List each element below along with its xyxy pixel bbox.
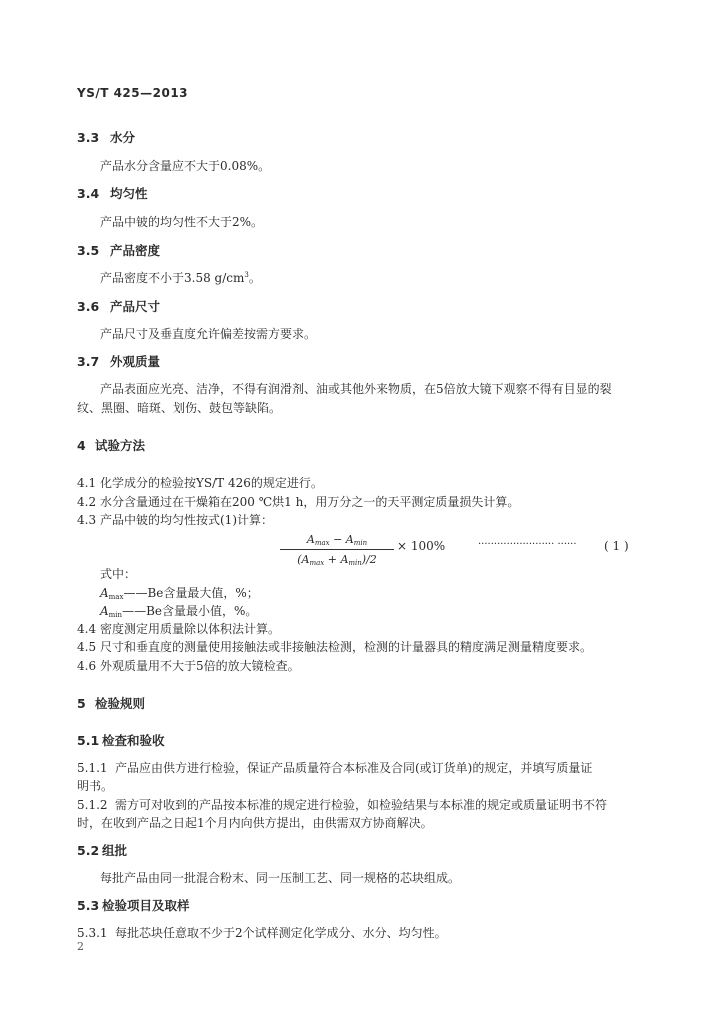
- var-subscript: max: [108, 593, 124, 601]
- section-title: 产品尺寸: [110, 299, 161, 314]
- clause-text: 需方可对收到的产品按本标准的规定进行检验，如检验结果与本标准的规定或质量证明书不符: [115, 798, 608, 812]
- formula-operator: − A: [329, 533, 354, 546]
- chapter-number: 4: [77, 438, 86, 453]
- var-symbol: A: [100, 604, 109, 618]
- formula-numerator: [280, 532, 394, 548]
- formula-subscript: min: [348, 559, 362, 567]
- section-3-4-text: 产品中铍的均匀性不大于2%。: [100, 215, 264, 229]
- section-3-5-heading: [77, 241, 160, 259]
- section-title: 组批: [102, 843, 128, 858]
- clause-5-1-1-line1: [77, 759, 592, 776]
- var-description: ——Be含量最大值，%；: [123, 586, 259, 600]
- chapter-number: 5: [77, 696, 86, 711]
- clause-4-5: [77, 638, 592, 655]
- fraction-bar: [280, 549, 394, 550]
- clause-text: 外观质量用不大于5倍的放大镜检查。: [100, 659, 300, 673]
- clause-text: 产品应由供方进行检验，保证产品质量符合本标准及合同(或订货单)的规定，并填写质量证: [115, 761, 593, 775]
- clause-4-6: [77, 657, 300, 674]
- formula-symbol: )/2: [361, 553, 377, 566]
- clause-number: 5.1.2: [77, 798, 108, 812]
- clause-text: 尺寸和垂直度的测量使用接触法或非接触法检测，检测的计量器具的精度满足测量精度要求。: [100, 640, 593, 654]
- formula-subscript: min: [353, 539, 368, 547]
- var-subscript: min: [108, 611, 123, 619]
- density-text-end: 。: [248, 271, 261, 285]
- section-5-3-heading: [77, 896, 190, 914]
- section-title: 均匀性: [110, 186, 148, 201]
- var-symbol: A: [100, 586, 109, 600]
- clause-number: 4.1: [77, 476, 97, 490]
- section-number: 3.7: [77, 354, 100, 369]
- formula-leader-dots: ························ ······: [478, 539, 577, 550]
- clause-5-1-1-line2: 明书。: [77, 779, 114, 793]
- superscript: 3: [244, 271, 249, 279]
- clause-5-1-2-line2: 时，在收到产品之日起1个月内向供方提出，由供需双方协商解决。: [77, 816, 433, 830]
- clause-4-1: [77, 474, 323, 491]
- section-3-6-text: 产品尺寸及垂直度允许偏差按需方要求。: [100, 327, 317, 341]
- section-title: 水分: [110, 130, 136, 145]
- section-title: 检查和验收: [102, 733, 165, 748]
- section-3-3-text: 产品水分含量应不大于0.08%。: [100, 159, 271, 173]
- formula-number: ( 1 ): [604, 539, 629, 553]
- clause-5-3-1: [77, 924, 447, 941]
- section-number: 3.5: [77, 243, 100, 258]
- formula-symbol: A: [306, 533, 315, 546]
- formula-multiplier: × 100%: [397, 539, 446, 553]
- clause-text: 每批芯块任意取不少于2个试样测定化学成分、水分、均匀性。: [115, 926, 447, 940]
- section-number: 3.6: [77, 299, 100, 314]
- formula-subscript: max: [309, 559, 325, 567]
- clause-number: 4.4: [77, 622, 97, 636]
- chapter-title: 检验规则: [95, 696, 146, 711]
- section-3-3-heading: [77, 128, 135, 146]
- clause-text: 密度测定用质量除以体积法计算。: [100, 622, 281, 636]
- formula-where: 式中：: [100, 567, 137, 581]
- formula-subscript: max: [314, 539, 330, 547]
- section-number: 5.3: [77, 898, 100, 913]
- standard-header: YS/T 425—2013: [77, 86, 189, 100]
- clause-text: 产品中铍的均匀性按式(1)计算：: [100, 513, 273, 527]
- formula-symbol: (A: [297, 553, 310, 566]
- uniformity-formula-fraction: [280, 532, 394, 568]
- section-title: 检验项目及取样: [102, 898, 190, 913]
- section-3-4-heading: [77, 184, 148, 202]
- clause-text: 水分含量通过在干燥箱在200 ℃烘1 h，用万分之一的天平测定质量损失计算。: [100, 495, 520, 509]
- section-3-6-heading: [77, 297, 160, 315]
- clause-4-2: [77, 493, 519, 510]
- clause-5-1-2-line1: [77, 796, 607, 813]
- section-number: 3.4: [77, 186, 100, 201]
- density-text: 产品密度不小于3.58 g/cm: [100, 271, 245, 285]
- clause-number: 4.6: [77, 659, 97, 673]
- section-3-5-text: [100, 269, 261, 286]
- clause-text: 化学成分的检验按YS/T 426的规定进行。: [100, 476, 323, 490]
- formula-var-amin: [100, 602, 257, 619]
- var-description: ——Be含量最小值，%。: [122, 604, 258, 618]
- section-3-7-line1: 产品表面应光亮、洁净，不得有润滑剂、油或其他外来物质，在5倍放大镜下观察不得有目显的裂: [100, 382, 612, 396]
- clause-number: 4.3: [77, 513, 97, 527]
- section-title: 外观质量: [110, 354, 161, 369]
- section-5-2-text: 每批产品由同一批混合粉末、同一压制工艺、同一规格的芯块组成。: [100, 871, 461, 885]
- clause-number: 4.2: [77, 495, 97, 509]
- section-3-7-heading: [77, 352, 160, 370]
- clause-4-4: [77, 620, 280, 637]
- section-5-2-heading: [77, 841, 127, 859]
- formula-operator: + A: [324, 553, 349, 566]
- chapter-title: 试验方法: [95, 438, 146, 453]
- formula-denominator: [280, 552, 394, 568]
- section-5-1-heading: [77, 731, 165, 749]
- clause-number: 5.3.1: [77, 926, 108, 940]
- section-3-7-line2: 纹、黑圈、暗斑、划伤、鼓包等缺陷。: [77, 401, 282, 415]
- clause-number: 4.5: [77, 640, 97, 654]
- clause-number: 5.1.1: [77, 761, 108, 775]
- chapter-5-heading: [77, 694, 145, 712]
- clause-4-3: [77, 511, 273, 528]
- section-number: 5.2: [77, 843, 100, 858]
- section-title: 产品密度: [110, 243, 161, 258]
- page-number: 2: [77, 940, 84, 953]
- section-number: 3.3: [77, 130, 100, 145]
- section-number: 5.1: [77, 733, 100, 748]
- formula-var-amax: [100, 584, 259, 601]
- chapter-4-heading: [77, 436, 145, 454]
